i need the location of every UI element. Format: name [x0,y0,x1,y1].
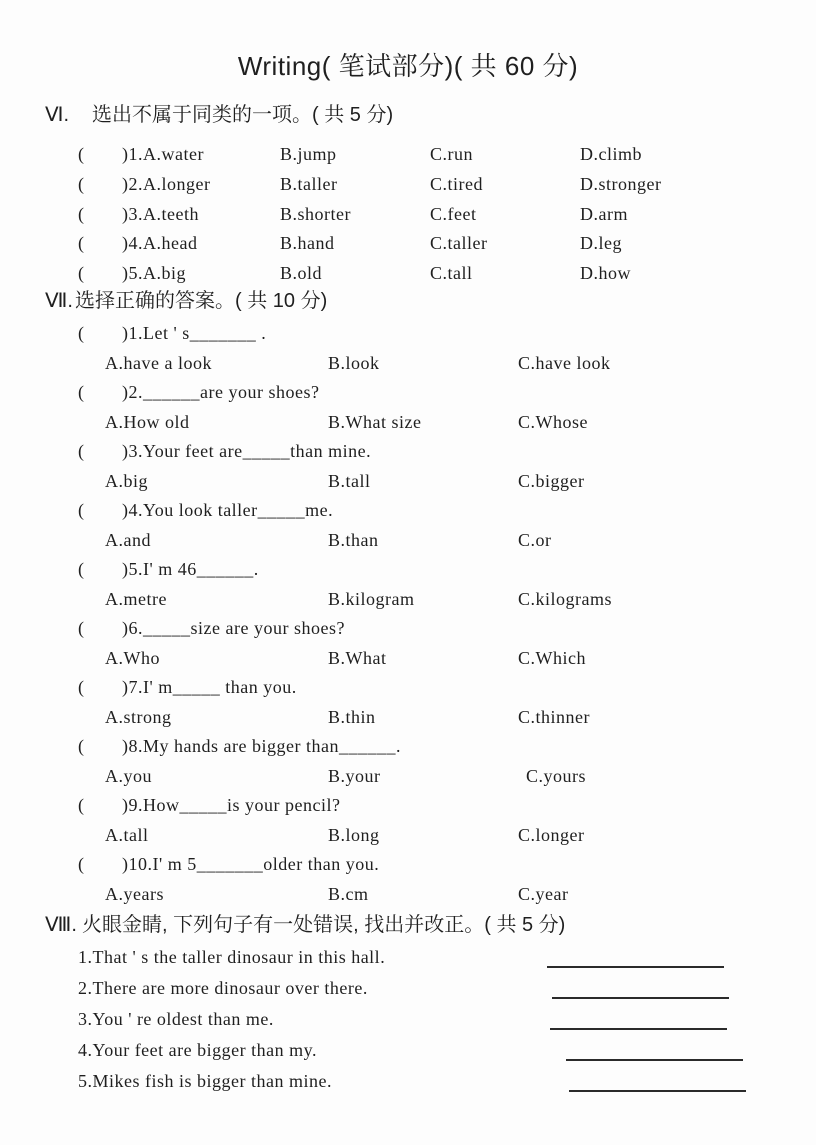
option-c: C.longer [518,825,585,845]
answer-bracket: ( [78,795,85,815]
question-text: )1.Let ' s_______ . [122,323,267,343]
option-a: A.have a look [105,353,212,373]
section-vii-numeral: Ⅶ. [45,290,73,312]
question-text: )9.How_____is your pencil? [122,795,341,815]
option-a: A.water [143,144,204,164]
option-d: D.stronger [580,174,662,194]
option-b: B.tall [328,471,371,491]
vii-question-row [0,790,816,820]
option-c: C.yours [526,766,587,786]
answer-bracket: ( [78,441,85,461]
sentence-text: 2.There are more dinosaur over there. [78,978,368,998]
option-c: C.bigger [518,471,585,491]
question-text: )3.Your feet are_____than mine. [122,441,372,461]
vii-question-row [0,318,816,348]
vii-options-row [0,702,816,732]
vii-options-row [0,584,816,614]
option-d: D.leg [580,233,622,253]
vi-question-row [0,169,816,199]
option-c: C.have look [518,353,611,373]
option-c: C.run [430,144,473,164]
option-b: B.hand [280,233,335,253]
answer-line [566,1040,743,1061]
vii-options-row [0,407,816,437]
viii-sentence-row [0,1035,816,1065]
vii-options-row [0,466,816,496]
section-viii-heading-text: 火眼金睛, 下列句子有一处错误, 找出并改正。( 共 5 分) [82,914,566,936]
question-number: )1. [122,144,143,164]
option-b: B.your [328,766,381,786]
vii-question-row [0,554,816,584]
question-text: )8.My hands are bigger than______. [122,736,401,756]
question-number: )3. [122,204,143,224]
question-text: )2.______are your shoes? [122,382,320,402]
option-a: A.Who [105,648,160,668]
answer-line [569,1071,746,1092]
viii-sentence-row [0,942,816,972]
section-vi-numeral: Ⅵ. [45,104,70,126]
option-c: C.or [518,530,552,550]
answer-bracket: ( [78,854,85,874]
option-b: B.than [328,530,379,550]
vii-question-row [0,672,816,702]
viii-sentence-row [0,973,816,1003]
option-a: A.teeth [143,204,199,224]
answer-bracket: ( [78,144,85,164]
question-text: )6._____size are your shoes? [122,618,345,638]
answer-bracket: ( [78,736,85,756]
section-vii-heading [45,286,327,316]
section-vi-heading-text: 选出不属于同类的一项。( 共 5 分) [92,104,394,126]
option-a: A.you [105,766,152,786]
question-label-option-a [122,228,197,258]
option-a: A.longer [143,174,211,194]
option-a: A.head [143,233,198,253]
option-b: B.old [280,263,323,283]
option-b: B.thin [328,707,376,727]
answer-bracket: ( [78,382,85,402]
answer-line [547,947,724,968]
viii-sentence-row [0,1066,816,1096]
option-a: A.big [143,263,186,283]
option-d: D.how [580,263,631,283]
question-text: )10.I' m 5_______older than you. [122,854,380,874]
vii-options-row [0,348,816,378]
vii-question-row [0,377,816,407]
option-c: C.tired [430,174,483,194]
vii-question-row [0,731,816,761]
sentence-text: 3.You ' re oldest than me. [78,1009,274,1029]
answer-line [552,978,729,999]
answer-bracket: ( [78,323,85,343]
option-a: A.metre [105,589,167,609]
option-c: C.kilograms [518,589,612,609]
option-b: B.jump [280,144,337,164]
option-c: C.feet [430,204,477,224]
option-b: B.taller [280,174,338,194]
answer-bracket: ( [78,233,85,253]
option-d: D.arm [580,204,628,224]
question-text: )5.I' m 46______. [122,559,259,579]
vi-question-row [0,199,816,229]
option-a: A.and [105,530,151,550]
vii-question-row [0,849,816,879]
sentence-text: 4.Your feet are bigger than my. [78,1040,317,1060]
option-c: C.taller [430,233,488,253]
vii-options-row [0,525,816,555]
viii-sentence-row [0,1004,816,1034]
option-b: B.What size [328,412,422,432]
option-c: C.Which [518,648,586,668]
option-b: B.What [328,648,387,668]
section-vi-heading [45,100,393,130]
vii-question-row [0,436,816,466]
vi-question-row [0,228,816,258]
option-b: B.look [328,353,380,373]
option-c: C.Whose [518,412,588,432]
vi-question-row [0,139,816,169]
option-b: B.long [328,825,380,845]
section-viii-numeral: Ⅷ. [45,914,77,936]
option-a: A.years [105,884,164,904]
option-a: A.big [105,471,148,491]
question-label-option-a [122,169,210,199]
option-b: B.shorter [280,204,351,224]
option-a: A.strong [105,707,172,727]
sentence-text: 5.Mikes fish is bigger than mine. [78,1071,332,1091]
answer-bracket: ( [78,204,85,224]
vii-options-row [0,879,816,909]
question-text: )7.I' m_____ than you. [122,677,297,697]
option-a: A.How old [105,412,190,432]
option-b: B.cm [328,884,369,904]
option-d: D.climb [580,144,642,164]
question-label-option-a [122,258,186,288]
question-text: )4.You look taller_____me. [122,500,334,520]
answer-bracket: ( [78,500,85,520]
answer-bracket: ( [78,263,85,283]
answer-bracket: ( [78,174,85,194]
vii-question-row [0,495,816,525]
vi-question-row [0,258,816,288]
answer-bracket: ( [78,618,85,638]
question-number: )2. [122,174,143,194]
answer-bracket: ( [78,677,85,697]
option-a: A.tall [105,825,149,845]
option-c: C.year [518,884,569,904]
option-c: C.tall [430,263,473,283]
answer-bracket: ( [78,559,85,579]
section-vii-heading-text: 选择正确的答案。( 共 10 分) [75,290,328,312]
sentence-text: 1.That ' s the taller dinosaur in this hall. [78,947,386,967]
page-title: Writing( 笔试部分)( 共 60 分) [237,51,579,81]
question-number: )5. [122,263,143,283]
answer-line [550,1009,727,1030]
section-viii-heading [45,910,565,940]
question-label-option-a [122,199,199,229]
question-number: )4. [122,233,143,253]
vii-options-row [0,643,816,673]
option-b: B.kilogram [328,589,415,609]
vii-question-row [0,613,816,643]
vii-options-row [0,761,816,791]
vii-options-row [0,820,816,850]
question-label-option-a [122,139,204,169]
option-c: C.thinner [518,707,590,727]
